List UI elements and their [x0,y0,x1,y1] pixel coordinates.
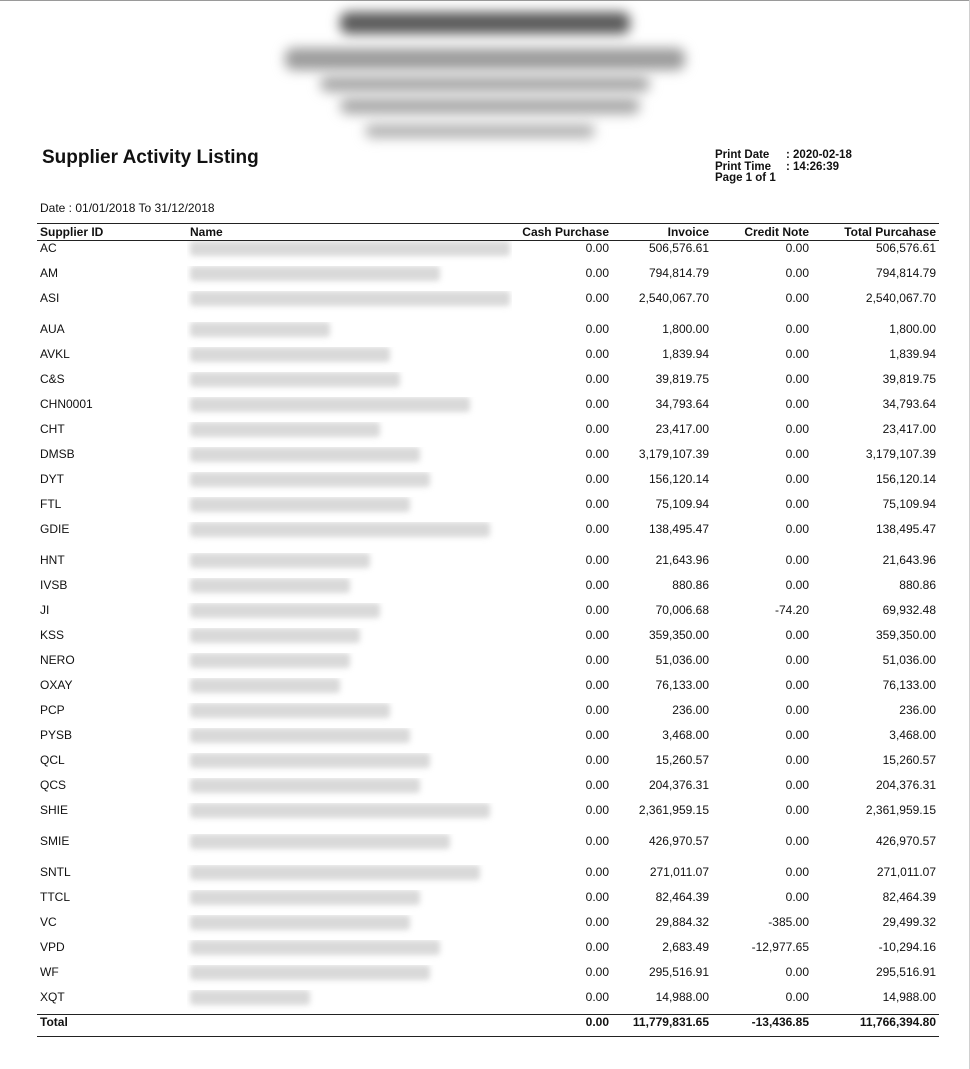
company-address-redacted [320,76,650,92]
print-time-label: Print Time [715,160,772,173]
cash-purchase-cell: 0.00 [585,889,609,904]
supplier-id-cell: IVSB [40,577,68,592]
supplier-name-cell [187,915,512,940]
credit-note-cell: 0.00 [785,889,809,904]
total-purchase-cell: 29,499.32 [882,914,936,929]
supplier-name-redacted [190,603,380,618]
totals-credit: -13,436.85 [712,1015,812,1037]
supplier-id-cell: DMSB [40,446,75,461]
supplier-activity-table [37,223,939,1037]
credit-note-cell: 0.00 [785,577,809,592]
supplier-id-cell: AC [40,241,57,255]
cash-purchase-cell: 0.00 [585,290,609,305]
supplier-id-cell: QCL [40,752,65,767]
table-row [37,915,939,940]
credit-note-cell: 0.00 [785,346,809,361]
supplier-name-cell [187,472,512,497]
invoice-cell: 880.86 [672,577,709,592]
invoice-cell: 794,814.79 [648,265,709,280]
supplier-id-cell: GDIE [40,521,70,536]
invoice-cell: 75,109.94 [655,496,709,511]
total-purchase-cell: 1,800.00 [889,321,936,336]
total-purchase-cell: 3,468.00 [889,727,936,742]
credit-note-cell: 0.00 [785,989,809,1004]
total-purchase-cell: 75,109.94 [882,496,936,511]
supplier-name-cell [187,990,512,1015]
cash-purchase-cell: 0.00 [585,802,609,817]
total-purchase-cell: 51,036.00 [882,652,936,667]
credit-note-cell: 0.00 [785,727,809,742]
cash-purchase-cell: 0.00 [585,265,609,280]
invoice-cell: 39,819.75 [655,371,709,386]
cash-purchase-cell: 0.00 [585,752,609,767]
table-row [37,266,939,291]
table-row [37,291,939,322]
supplier-name-cell [187,266,512,291]
credit-note-cell: 0.00 [785,627,809,642]
credit-note-cell: 0.00 [785,752,809,767]
print-date-label: Print Date [715,149,770,161]
supplier-name-cell [187,447,512,472]
invoice-cell: 3,179,107.39 [638,446,709,461]
supplier-name-cell [187,965,512,990]
invoice-cell: 76,133.00 [655,677,709,692]
credit-note-cell: 0.00 [785,802,809,817]
supplier-name-cell [187,322,512,347]
credit-note-cell: -74.20 [774,602,809,617]
table-body [37,241,939,1015]
credit-note-cell: 0.00 [785,552,809,567]
invoice-cell: 23,417.00 [655,421,709,436]
supplier-name-redacted [190,940,440,955]
supplier-id-cell: SHIE [40,802,69,817]
table-row [37,678,939,703]
supplier-name-cell [187,603,512,628]
supplier-name-cell [187,703,512,728]
col-header-cash-purchase: Cash Purchase [512,224,612,241]
col-header-supplier-id: Supplier ID [37,224,187,241]
supplier-name-redacted [190,778,420,793]
supplier-id-cell: AVKL [40,346,70,361]
totals-name-cell [187,1015,512,1037]
cash-purchase-cell: 0.00 [585,346,609,361]
table-row [37,472,939,497]
supplier-name-redacted [190,865,480,880]
credit-note-cell: 0.00 [785,677,809,692]
supplier-name-cell [187,347,512,372]
col-header-total-purchase: Total Purcahase [812,224,939,241]
supplier-name-redacted [190,553,370,568]
table-row [37,865,939,890]
table-row [37,397,939,422]
supplier-id-cell: C&S [40,371,65,386]
credit-note-cell: 0.00 [785,446,809,461]
supplier-name-cell [187,291,512,322]
cash-purchase-cell: 0.00 [585,241,609,255]
table-row [37,522,939,553]
invoice-cell: 15,260.57 [655,752,709,767]
supplier-id-cell: AM [40,265,58,280]
supplier-id-cell: DYT [40,471,64,486]
supplier-id-cell: CHT [40,421,65,436]
credit-note-cell: 0.00 [785,290,809,305]
company-address-redacted [285,48,685,70]
total-purchase-cell: -10,294.16 [878,939,936,954]
cash-purchase-cell: 0.00 [585,652,609,667]
company-name-redacted [340,12,630,34]
supplier-name-cell [187,578,512,603]
table-row [37,890,939,915]
supplier-name-redacted [190,890,420,905]
supplier-name-redacted [190,372,400,387]
invoice-cell: 359,350.00 [648,627,709,642]
supplier-name-cell [187,728,512,753]
supplier-name-cell [187,940,512,965]
supplier-name-cell [187,678,512,703]
cash-purchase-cell: 0.00 [585,446,609,461]
supplier-name-redacted [190,347,390,362]
total-purchase-cell: 2,361,959.15 [865,802,936,817]
invoice-cell: 34,793.64 [655,396,709,411]
supplier-id-cell: VC [40,914,57,929]
invoice-cell: 14,988.00 [655,989,709,1004]
supplier-name-cell [187,753,512,778]
supplier-name-redacted [190,291,510,306]
invoice-cell: 2,683.49 [662,939,709,954]
supplier-name-cell [187,372,512,397]
credit-note-cell: 0.00 [785,371,809,386]
supplier-name-cell [187,241,512,266]
total-purchase-cell: 2,540,067.70 [865,290,936,305]
cash-purchase-cell: 0.00 [585,471,609,486]
table-row [37,497,939,522]
credit-note-cell: -385.00 [768,914,809,929]
supplier-name-redacted [190,628,360,643]
table-row [37,447,939,472]
supplier-id-cell: AUA [40,321,65,336]
supplier-id-cell: NERO [40,652,75,667]
invoice-cell: 1,800.00 [662,321,709,336]
invoice-cell: 21,643.96 [655,552,709,567]
cash-purchase-cell: 0.00 [585,702,609,717]
supplier-name-redacted [190,678,340,693]
table-row [37,940,939,965]
total-purchase-cell: 23,417.00 [882,421,936,436]
supplier-id-cell: SMIE [40,833,70,848]
supplier-name-cell [187,522,512,553]
total-purchase-cell: 76,133.00 [882,677,936,692]
invoice-cell: 1,839.94 [662,346,709,361]
total-purchase-cell: 794,814.79 [875,265,936,280]
supplier-name-cell [187,865,512,890]
invoice-cell: 70,006.68 [655,602,709,617]
supplier-name-redacted [190,447,420,462]
col-header-invoice: Invoice [612,224,712,241]
cash-purchase-cell: 0.00 [585,727,609,742]
table-row [37,553,939,578]
credit-note-cell: 0.00 [785,321,809,336]
col-header-credit-note: Credit Note [712,224,812,241]
table-row [37,372,939,397]
supplier-name-redacted [190,803,490,818]
credit-note-cell: 0.00 [785,652,809,667]
table-row [37,422,939,447]
cash-purchase-cell: 0.00 [585,939,609,954]
supplier-name-redacted [190,522,490,537]
supplier-id-cell: CHN0001 [40,396,93,411]
total-purchase-cell: 156,120.14 [875,471,936,486]
table-header-row [37,224,939,241]
totals-label: Total [37,1015,187,1037]
cash-purchase-cell: 0.00 [585,321,609,336]
supplier-id-cell: KSS [40,627,65,642]
total-purchase-cell: 204,376.31 [875,777,936,792]
total-purchase-cell: 236.00 [899,702,936,717]
supplier-id-cell: XQT [40,989,65,1004]
supplier-id-cell: HNT [40,552,65,567]
cash-purchase-cell: 0.00 [585,964,609,979]
supplier-name-redacted [190,753,430,768]
table-row [37,778,939,803]
total-purchase-cell: 506,576.61 [875,241,936,255]
credit-note-cell: 0.00 [785,864,809,879]
total-purchase-cell: 15,260.57 [882,752,936,767]
supplier-name-redacted [190,497,410,512]
cash-purchase-cell: 0.00 [585,864,609,879]
supplier-name-cell [187,422,512,447]
total-purchase-cell: 3,179,107.39 [865,446,936,461]
supplier-name-redacted [190,965,430,980]
credit-note-cell: 0.00 [785,396,809,411]
table-row [37,241,939,266]
invoice-cell: 271,011.07 [649,864,709,879]
cash-purchase-cell: 0.00 [585,421,609,436]
cash-purchase-cell: 0.00 [585,496,609,511]
supplier-name-redacted [190,915,410,930]
cash-purchase-cell: 0.00 [585,396,609,411]
invoice-cell: 426,970.57 [648,833,709,848]
cash-purchase-cell: 0.00 [585,989,609,1004]
credit-note-cell: 0.00 [785,241,809,255]
supplier-name-cell [187,653,512,678]
col-header-name: Name [187,224,512,241]
total-purchase-cell: 21,643.96 [882,552,936,567]
supplier-id-cell: FTL [40,496,62,511]
supplier-id-cell: PYSB [40,727,73,742]
company-contact-redacted [365,124,595,138]
table-row [37,628,939,653]
total-purchase-cell: 295,516.91 [875,964,936,979]
total-purchase-cell: 1,839.94 [889,346,936,361]
print-date: : 2020-02-18 [786,149,852,161]
total-purchase-cell: 82,464.39 [882,889,936,904]
invoice-cell: 156,120.14 [648,471,709,486]
cash-purchase-cell: 0.00 [585,777,609,792]
supplier-id-cell: PCP [40,702,65,717]
totals-cash: 0.00 [512,1015,612,1037]
total-purchase-cell: 39,819.75 [882,371,936,386]
credit-note-cell: 0.00 [785,421,809,436]
credit-note-cell: -12,977.65 [751,939,809,954]
total-purchase-cell: 426,970.57 [875,833,936,848]
supplier-name-redacted [190,578,350,593]
credit-note-cell: 0.00 [785,964,809,979]
cash-purchase-cell: 0.00 [585,677,609,692]
supplier-id-cell: SNTL [40,864,71,879]
supplier-name-cell [187,803,512,834]
supplier-name-redacted [190,422,380,437]
report-title: Supplier Activity Listing [42,147,259,168]
total-purchase-cell: 359,350.00 [875,627,936,642]
supplier-id-cell: TTCL [40,889,70,904]
total-purchase-cell: 271,011.07 [876,864,936,879]
supplier-name-redacted [190,703,390,718]
supplier-id-cell: JI [40,602,50,617]
credit-note-cell: 0.00 [785,496,809,511]
total-purchase-cell: 138,495.47 [875,521,936,536]
totals-total: 11,766,394.80 [812,1015,939,1037]
table-row [37,322,939,347]
credit-note-cell: 0.00 [785,471,809,486]
cash-purchase-cell: 0.00 [585,602,609,617]
invoice-cell: 2,540,067.70 [638,290,709,305]
table-row [37,728,939,753]
cash-purchase-cell: 0.00 [585,627,609,642]
table-row [37,653,939,678]
supplier-name-redacted [190,397,470,412]
print-time: : 14:26:39 [786,160,840,173]
supplier-id-cell: QCS [40,777,67,792]
cash-purchase-cell: 0.00 [585,371,609,386]
supplier-id-cell: OXAY [40,677,73,692]
company-contact-redacted [340,98,640,114]
table-row [37,965,939,990]
credit-note-cell: 0.00 [785,265,809,280]
supplier-name-cell [187,397,512,422]
table-row [37,703,939,728]
supplier-id-cell: VPD [40,939,65,954]
total-purchase-cell: 34,793.64 [882,396,936,411]
print-info [715,150,852,185]
invoice-cell: 3,468.00 [662,727,709,742]
cash-purchase-cell: 0.00 [585,833,609,848]
totals-invoice: 11,779,831.65 [612,1015,712,1037]
supplier-id-cell: WF [40,964,59,979]
supplier-name-redacted [190,653,350,668]
credit-note-cell: 0.00 [785,833,809,848]
table-row [37,753,939,778]
supplier-name-cell [187,628,512,653]
credit-note-cell: 0.00 [785,521,809,536]
date-range: Date : 01/01/2018 To 31/12/2018 [40,201,215,215]
table-row [37,834,939,865]
table-row [37,578,939,603]
table-row [37,603,939,628]
invoice-cell: 506,576.61 [648,241,709,255]
supplier-name-redacted [190,266,440,281]
total-purchase-cell: 69,932.48 [882,602,936,617]
invoice-cell: 204,376.31 [648,777,709,792]
total-purchase-cell: 880.86 [899,577,936,592]
total-purchase-cell: 14,988.00 [882,989,936,1004]
invoice-cell: 29,884.32 [655,914,709,929]
supplier-name-redacted [190,990,310,1005]
page-number: Page 1 of 1 [715,172,776,184]
invoice-cell: 138,495.47 [648,521,709,536]
supplier-name-cell [187,497,512,522]
invoice-cell: 51,036.00 [655,652,709,667]
page-top-border [0,0,970,1]
table-row [37,990,939,1015]
cash-purchase-cell: 0.00 [585,577,609,592]
cash-purchase-cell: 0.00 [585,914,609,929]
invoice-cell: 2,361,959.15 [638,802,709,817]
supplier-id-cell: ASI [40,290,60,305]
invoice-cell: 295,516.91 [648,964,709,979]
invoice-cell: 236.00 [672,702,709,717]
credit-note-cell: 0.00 [785,777,809,792]
supplier-name-redacted [190,834,450,849]
supplier-name-cell [187,778,512,803]
supplier-name-cell [187,834,512,865]
table-row [37,803,939,834]
supplier-name-redacted [190,241,510,256]
cash-purchase-cell: 0.00 [585,521,609,536]
invoice-cell: 82,464.39 [655,889,709,904]
supplier-name-redacted [190,322,330,337]
supplier-name-cell [187,890,512,915]
cash-purchase-cell: 0.00 [585,552,609,567]
credit-note-cell: 0.00 [785,702,809,717]
supplier-name-cell [187,553,512,578]
supplier-name-redacted [190,728,410,743]
supplier-name-redacted [190,472,430,487]
totals-row [37,1015,939,1037]
table-row [37,347,939,372]
